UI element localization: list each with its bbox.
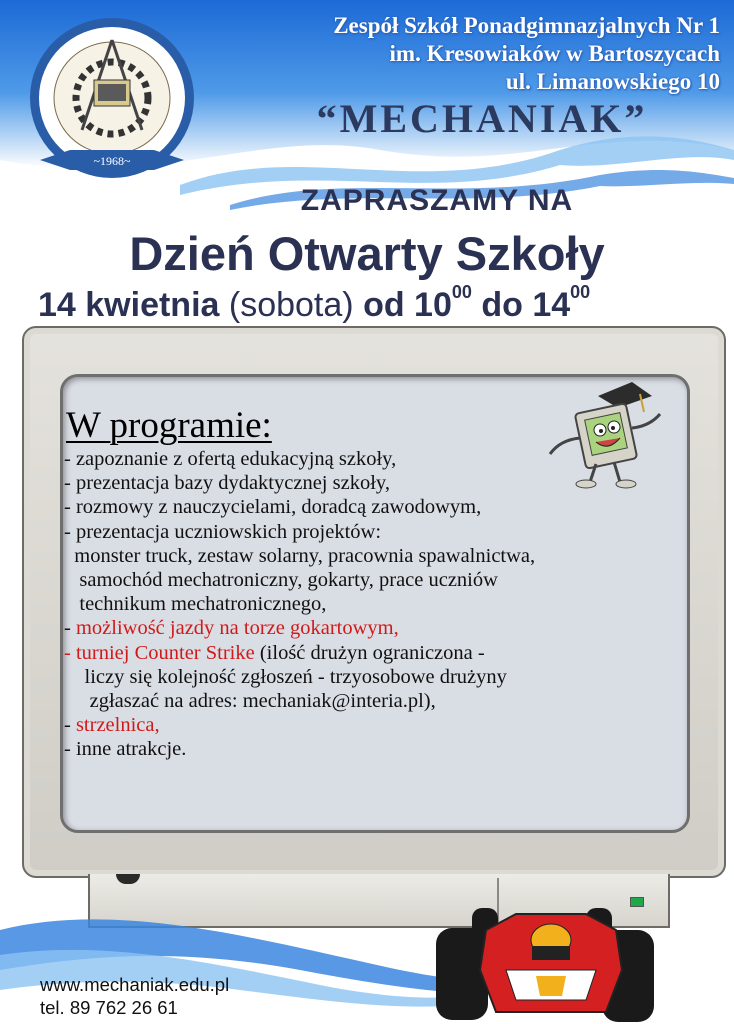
program-heading: W programie: [66, 405, 272, 446]
program-item: - rozmowy z nauczycielami, doradcą zawodowym, [64, 496, 482, 519]
program-item: - inne atrakcje. [64, 738, 187, 761]
race-car-icon [436, 900, 672, 1024]
program-item: - prezentacja uczniowskich projektów: [64, 520, 382, 543]
website-link[interactable]: www.mechaniak.edu.pl [40, 974, 230, 995]
phone-number: tel. 89 762 26 61 [40, 997, 178, 1018]
school-address: ul. Limanowskiego 10 [505, 69, 720, 94]
invite-text: ZAPRASZAMY NA [300, 184, 574, 217]
program-item: zgłaszać na adres: mechaniak@interia.pl), [64, 690, 436, 713]
highlight-text: możliwość jazdy na torze gokartowym, [75, 617, 399, 640]
event-end-minutes: 00 [570, 282, 591, 302]
program-item: samochód mechatroniczny, gokarty, prace uczniów [64, 569, 498, 592]
event-day: 14 kwietnia [38, 286, 220, 324]
program-item: liczy się kolejność zgłoszeń - trzyosobowe drużyny [64, 665, 507, 688]
school-patron: im. Kresowiaków w Bartoszycach [389, 41, 720, 66]
event-weekday: (sobota) [228, 286, 354, 324]
event-end: do 14 [481, 286, 571, 324]
item-rest: (ilość drużyn ograniczona - [254, 641, 485, 664]
highlight-text: - turniej Counter Strike [64, 641, 255, 664]
logo-year: ~1968~ [93, 154, 131, 168]
item-dash: - [64, 714, 76, 737]
item-dash: - [64, 617, 76, 640]
program-item-highlight [64, 616, 535, 640]
event-start: od 10 [363, 286, 452, 324]
program-item: monster truck, zestaw solarny, pracownia spawalnictwa, [64, 544, 536, 567]
program-item: technikum mechatronicznego, [64, 593, 327, 616]
program-item-highlight [64, 713, 535, 737]
school-nickname: “MECHANIAK” [316, 96, 648, 141]
program-list [64, 447, 535, 762]
school-name: Zespół Szkół Ponadgimnazjalnych Nr 1 [333, 13, 720, 38]
computer-mascot-icon [540, 378, 670, 490]
program-item: - prezentacja bazy dydaktycznej szkoły, [64, 472, 390, 495]
event-start-minutes: 00 [451, 282, 472, 302]
program-item-highlight [64, 641, 535, 665]
highlight-text: strzelnica, [75, 714, 160, 737]
event-title: Dzień Otwarty Szkoły [129, 227, 605, 280]
program-item: - zapoznanie z ofertą edukacyjną szkoły, [64, 448, 397, 470]
school-name-block [333, 12, 720, 96]
event-date [38, 282, 591, 325]
